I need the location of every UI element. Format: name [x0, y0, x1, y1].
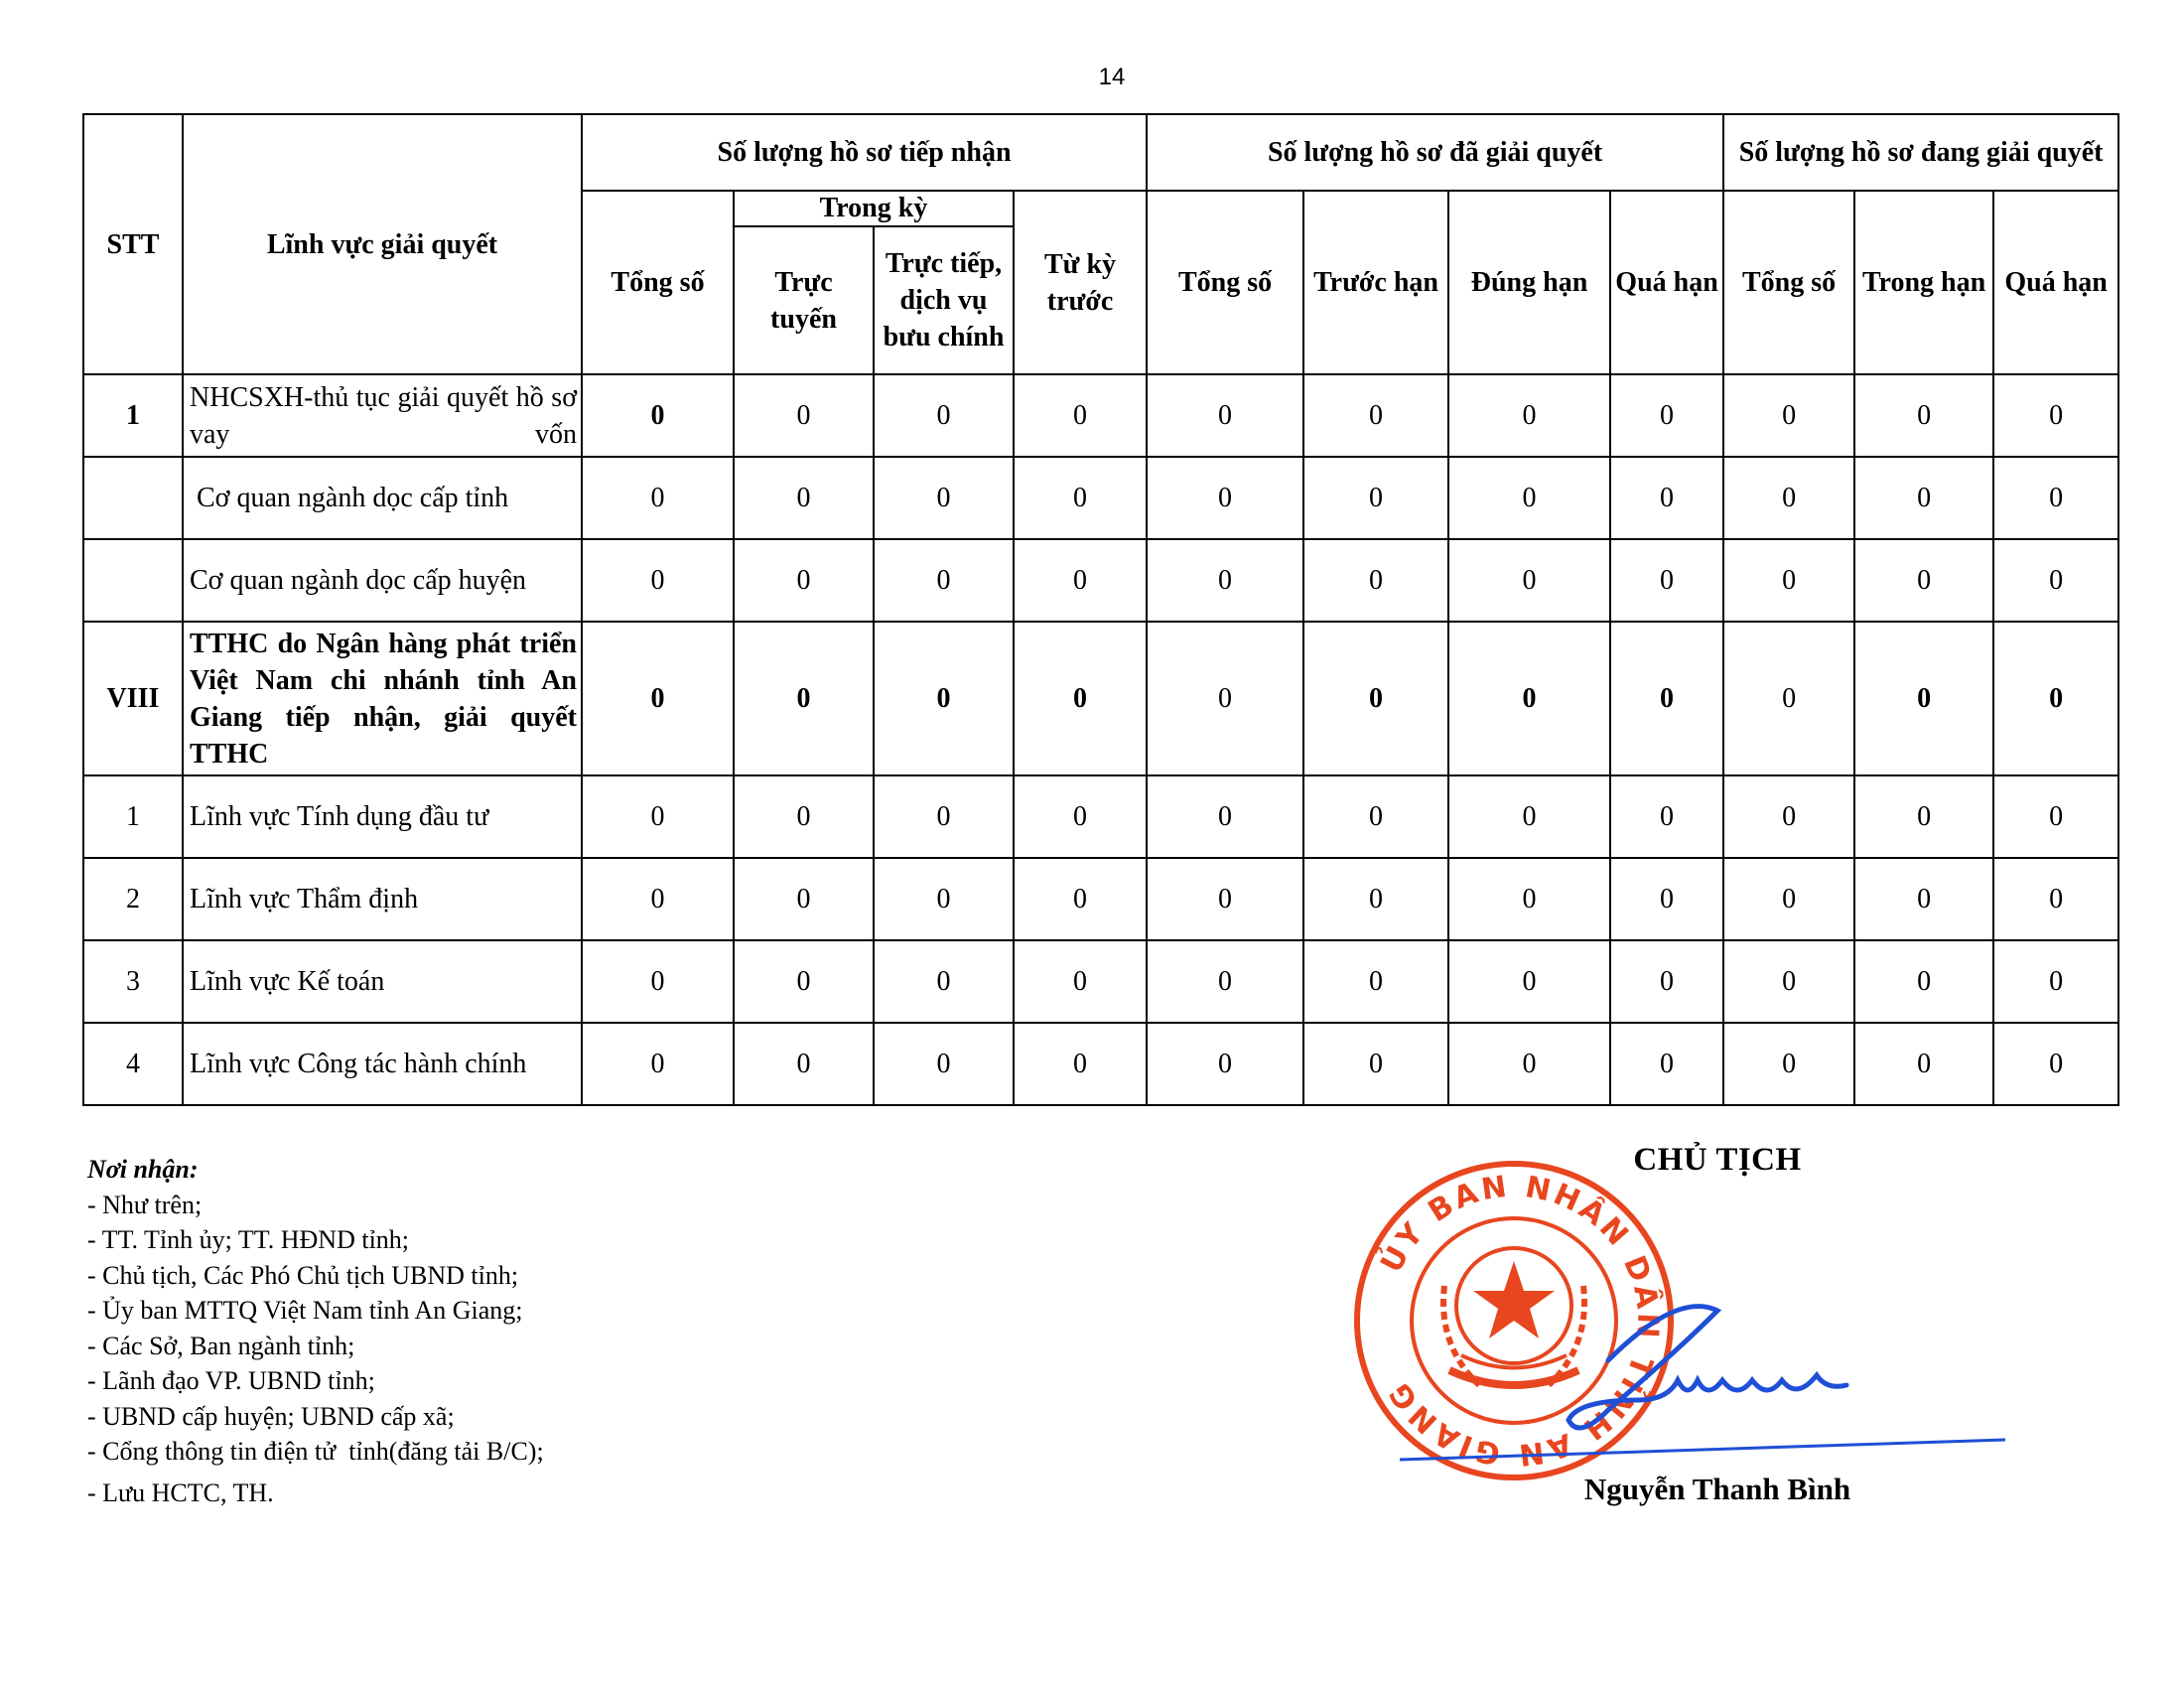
cell-value: 0 — [582, 539, 734, 622]
cell-value: 0 — [1303, 775, 1448, 858]
cell-value: 0 — [1610, 622, 1723, 775]
cell-value: 0 — [874, 775, 1014, 858]
row-field: Lĩnh vực Công tác hành chính — [183, 1023, 582, 1105]
cell-value: 0 — [1723, 622, 1854, 775]
cell-value: 0 — [734, 1023, 874, 1105]
cell-value: 0 — [1014, 940, 1147, 1023]
recipient-item: - Các Sở, Ban ngành tỉnh; — [87, 1331, 355, 1360]
cell-value: 0 — [1147, 622, 1303, 775]
recipient-item: - UBND cấp huyện; UBND cấp xã; — [87, 1401, 455, 1431]
cell-value: 0 — [1723, 539, 1854, 622]
cell-value: 0 — [1147, 775, 1303, 858]
cell-value: 0 — [874, 1023, 1014, 1105]
cell-value: 0 — [734, 858, 874, 940]
cell-value: 0 — [1303, 374, 1448, 457]
cell-value: 0 — [1303, 539, 1448, 622]
cell-value: 0 — [1147, 1023, 1303, 1105]
cell-value: 0 — [1014, 457, 1147, 539]
cell-value: 0 — [734, 775, 874, 858]
row-stt — [83, 539, 183, 622]
row-field: Lĩnh vực Kế toán — [183, 940, 582, 1023]
header-resolved-total: Tổng số — [1147, 191, 1303, 374]
cell-value: 0 — [1610, 1023, 1723, 1105]
cell-value: 0 — [1303, 622, 1448, 775]
cell-value: 0 — [1854, 940, 1993, 1023]
row-stt: 2 — [83, 858, 183, 940]
header-stt: STT — [83, 114, 183, 374]
cell-value: 0 — [1854, 1023, 1993, 1105]
table-row — [83, 1023, 2118, 1105]
cell-value: 0 — [734, 457, 874, 539]
cell-value: 0 — [1303, 940, 1448, 1023]
cell-value: 0 — [734, 539, 874, 622]
cell-value: 0 — [1448, 775, 1610, 858]
cell-value: 0 — [1610, 374, 1723, 457]
cell-value: 0 — [1723, 775, 1854, 858]
recipient-item: - Chủ tịch, Các Phó Chủ tịch UBND tỉnh; — [87, 1260, 519, 1290]
recipients-title: Nơi nhận: — [87, 1155, 199, 1184]
cell-value: 0 — [1610, 940, 1723, 1023]
table-row — [83, 940, 2118, 1023]
cell-value: 0 — [1014, 374, 1147, 457]
recipient-item: - Như trên; — [87, 1190, 203, 1219]
row-field: NHCSXH-thủ tục giải quyết hồ sơ vay vốn — [183, 374, 582, 457]
cell-value: 0 — [1448, 940, 1610, 1023]
cell-value: 0 — [1303, 457, 1448, 539]
cell-value: 0 — [1014, 1023, 1147, 1105]
handwritten-signature-icon — [1380, 1291, 2025, 1470]
cell-value: 0 — [1993, 622, 2118, 775]
cell-value: 0 — [1993, 940, 2118, 1023]
row-field: Cơ quan ngành dọc cấp huyện — [183, 539, 582, 622]
cell-value: 0 — [734, 622, 874, 775]
cell-value: 0 — [582, 622, 734, 775]
cell-value: 0 — [1610, 539, 1723, 622]
row-stt: 3 — [83, 940, 183, 1023]
row-field: Lĩnh vực Tính dụng đầu tư — [183, 775, 582, 858]
row-stt: VIII — [83, 622, 183, 775]
header-previous-period: Từ kỳ trước — [1014, 191, 1147, 374]
cell-value: 0 — [1993, 775, 2118, 858]
header-group-resolved: Số lượng hồ sơ đã giải quyết — [1147, 114, 1723, 191]
row-stt — [83, 457, 183, 539]
cell-value: 0 — [1610, 858, 1723, 940]
cell-value: 0 — [734, 374, 874, 457]
table-row — [83, 374, 2118, 457]
cell-value: 0 — [1303, 858, 1448, 940]
cell-value: 0 — [1448, 622, 1610, 775]
cell-value: 0 — [1147, 374, 1303, 457]
cell-value: 0 — [1854, 775, 1993, 858]
header-on-time: Đúng hạn — [1448, 191, 1610, 374]
statistics-table — [82, 113, 2119, 1106]
cell-value: 0 — [582, 374, 734, 457]
cell-value: 0 — [1147, 858, 1303, 940]
cell-value: 0 — [1448, 457, 1610, 539]
cell-value: 0 — [1147, 539, 1303, 622]
row-stt: 1 — [83, 374, 183, 457]
cell-value: 0 — [1448, 858, 1610, 940]
row-field: Lĩnh vực Thẩm định — [183, 858, 582, 940]
cell-value: 0 — [874, 374, 1014, 457]
cell-value: 0 — [1014, 539, 1147, 622]
cell-value: 0 — [582, 457, 734, 539]
cell-value: 0 — [1303, 1023, 1448, 1105]
cell-value: 0 — [1610, 457, 1723, 539]
recipient-item: - Ủy ban MTTQ Việt Nam tỉnh An Giang; — [87, 1296, 523, 1325]
row-field: TTHC do Ngân hàng phát triển Việt Nam chi nhánh tỉnh An Giang tiếp nhận, giải quyết TTHC — [183, 622, 582, 775]
recipient-item: - Cổng thông tin điện tử tỉnh(đăng tải B/C); — [87, 1437, 544, 1466]
cell-value: 0 — [1448, 374, 1610, 457]
table-row — [83, 775, 2118, 858]
table-row — [83, 457, 2118, 539]
cell-value: 0 — [874, 858, 1014, 940]
cell-value: 0 — [1993, 539, 2118, 622]
cell-value: 0 — [874, 622, 1014, 775]
cell-value: 0 — [734, 940, 874, 1023]
cell-value: 0 — [1854, 374, 1993, 457]
header-in-period: Trong kỳ — [734, 191, 1014, 226]
cell-value: 0 — [582, 940, 734, 1023]
cell-value: 0 — [874, 940, 1014, 1023]
cell-value: 0 — [582, 1023, 734, 1105]
cell-value: 0 — [1854, 622, 1993, 775]
cell-value: 0 — [1014, 622, 1147, 775]
cell-value: 0 — [1014, 775, 1147, 858]
row-field: Cơ quan ngành dọc cấp tỉnh — [183, 457, 582, 539]
seal-text: ỦY BAN NHÂN DÂN TỈNH AN GIANG — [1374, 1169, 1666, 1473]
header-direct-postal: Trực tiếp, dịch vụ bưu chính — [874, 226, 1014, 374]
cell-value: 0 — [874, 457, 1014, 539]
header-field: Lĩnh vực giải quyết — [183, 114, 582, 374]
page-number: 14 — [1098, 64, 1126, 90]
cell-value: 0 — [1993, 457, 2118, 539]
signer-name: Nguyễn Thanh Bình — [1583, 1472, 1851, 1506]
header-group-pending: Số lượng hồ sơ đang giải quyết — [1723, 114, 2118, 191]
table-row-section — [83, 622, 2118, 775]
header-pending-total: Tổng số — [1723, 191, 1854, 374]
header-group-received: Số lượng hồ sơ tiếp nhận — [582, 114, 1147, 191]
recipient-item: - Lưu HCTC, TH. — [87, 1477, 274, 1507]
header-before-deadline: Trước hạn — [1303, 191, 1448, 374]
recipient-item: - Lãnh đạo VP. UBND tỉnh; — [87, 1366, 375, 1395]
cell-value: 0 — [1854, 858, 1993, 940]
cell-value: 0 — [1723, 457, 1854, 539]
cell-value: 0 — [1147, 457, 1303, 539]
header-received-total: Tổng số — [582, 191, 734, 374]
cell-value: 0 — [1993, 1023, 2118, 1105]
table-row — [83, 539, 2118, 622]
cell-value: 0 — [874, 539, 1014, 622]
cell-value: 0 — [1610, 775, 1723, 858]
cell-value: 0 — [1448, 1023, 1610, 1105]
cell-value: 0 — [582, 775, 734, 858]
header-within-deadline: Trong hạn — [1854, 191, 1993, 374]
recipients-block — [87, 1152, 544, 1510]
cell-value: 0 — [1448, 539, 1610, 622]
header-pending-overdue: Quá hạn — [1993, 191, 2118, 374]
signer-title: CHỦ TỊCH — [1633, 1142, 1802, 1178]
header-resolved-overdue: Quá hạn — [1610, 191, 1723, 374]
header-online: Trực tuyến — [734, 226, 874, 374]
cell-value: 0 — [1854, 539, 1993, 622]
cell-value: 0 — [1854, 457, 1993, 539]
recipient-item: - TT. Tỉnh ủy; TT. HĐND tỉnh; — [87, 1225, 410, 1254]
cell-value: 0 — [1723, 1023, 1854, 1105]
cell-value: 0 — [1147, 940, 1303, 1023]
cell-value: 0 — [1014, 858, 1147, 940]
row-stt: 1 — [83, 775, 183, 858]
row-stt: 4 — [83, 1023, 183, 1105]
cell-value: 0 — [1723, 858, 1854, 940]
cell-value: 0 — [1723, 374, 1854, 457]
cell-value: 0 — [1993, 858, 2118, 940]
table-row — [83, 858, 2118, 940]
cell-value: 0 — [582, 858, 734, 940]
cell-value: 0 — [1993, 374, 2118, 457]
cell-value: 0 — [1723, 940, 1854, 1023]
